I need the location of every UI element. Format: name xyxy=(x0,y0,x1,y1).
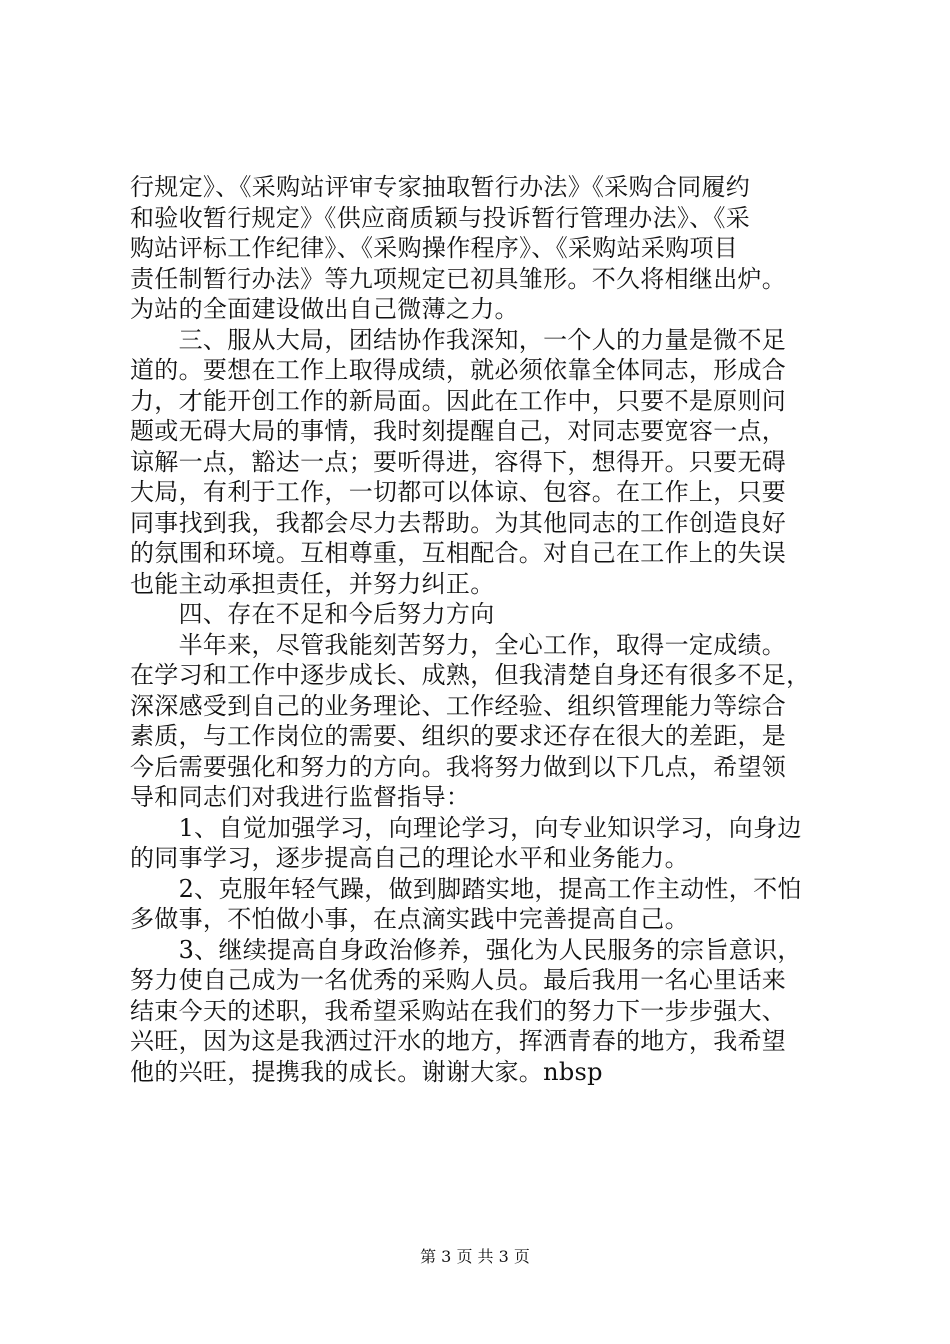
list-item-line: 3、继续提高自身政治修养，强化为人民服务的宗旨意识， xyxy=(130,935,802,964)
text-line: 深深感受到自己的业务理论、工作经验、组织管理能力等综合 xyxy=(130,691,787,720)
text-line: 大局，有利于工作，一切都可以体谅、包容。在工作上，只要 xyxy=(130,478,787,506)
text-line: 的氛围和环境。互相尊重，互相配合。对自己在工作上的失误 xyxy=(130,539,787,567)
text-line: 道的。要想在工作上取得成绩，就必须依靠全体同志，形成合 xyxy=(130,356,787,384)
text-line: 今后需要强化和努力的方向。我将努力做到以下几点，希望领 xyxy=(130,752,787,781)
list-item-line: 2、克服年轻气躁，做到脚踏实地，提高工作主动性，不怕 xyxy=(130,874,802,903)
text-line: 他的兴旺，提携我的成长。谢谢大家。nbsp xyxy=(130,1057,603,1086)
text-line: 为站的全面建设做出自己微薄之力。 xyxy=(130,295,519,323)
text-line: 结束今天的述职，我希望采购站在我们的努力下一步步强大、 xyxy=(130,996,787,1025)
text-line: 努力使自己成为一名优秀的采购人员。最后我用一名心里话来 xyxy=(130,966,787,994)
text-line: 素质，与工作岗位的需要、组织的要求还存在很大的差距，是 xyxy=(130,722,787,750)
list-item-line: 多做事，不怕做小事，在点滴实践中完善提高自己。 xyxy=(130,905,689,933)
text-line: 责任制暂行办法》等九项规定已初具雏形。不久将相继出炉。 xyxy=(130,264,787,293)
text-line: 半年来，尽管我能刻苦努力，全心工作，取得一定成绩。 xyxy=(130,630,787,659)
text-line: 兴旺，因为这是我洒过汗水的地方，挥洒青春的地方，我希望 xyxy=(130,1027,787,1055)
text-line: 也能主动承担责任，并努力纠正。 xyxy=(130,569,495,598)
section-heading: 四、存在不足和今后努力方向 xyxy=(130,600,495,628)
text-line: 谅解一点，豁达一点；要听得进，容得下，想得开。只要无碍 xyxy=(130,447,787,476)
text-line: 同事找到我，我都会尽力去帮助。为其他同志的工作创造良好 xyxy=(130,508,787,537)
body-text xyxy=(130,172,830,1087)
text-line: 行规定》、《采购站评审专家抽取暂行办法》《采购合同履约 xyxy=(130,173,751,201)
text-line: 和验收暂行规定》《供应商质颖与投诉暂行管理办法》、《采 xyxy=(130,203,751,232)
list-item-line: 1、自觉加强学习，向理论学习，向专业知识学习，向身边 xyxy=(130,813,802,842)
list-item-line: 的同事学习，逐步提高自己的理论水平和业务能力。 xyxy=(130,844,689,872)
text-line: 导和同志们对我进行监督指导： xyxy=(130,783,471,811)
text-line: 力，才能开创工作的新局面。因此在工作中，只要不是原则问 xyxy=(130,386,787,415)
page-number-footer: 第 3 页 共 3 页 xyxy=(420,1247,530,1266)
text-line: 购站评标工作纪律》、《采购操作程序》、《采购站采购项目 xyxy=(130,234,739,262)
text-line: 题或无碍大局的事情，我时刻提醒自己，对同志要宽容一点， xyxy=(130,417,787,445)
text-line: 三、服从大局，团结协作我深知，一个人的力量是微不足 xyxy=(130,325,787,354)
text-line: 在学习和工作中逐步成长、成熟，但我清楚自身还有很多不足， xyxy=(130,661,811,689)
